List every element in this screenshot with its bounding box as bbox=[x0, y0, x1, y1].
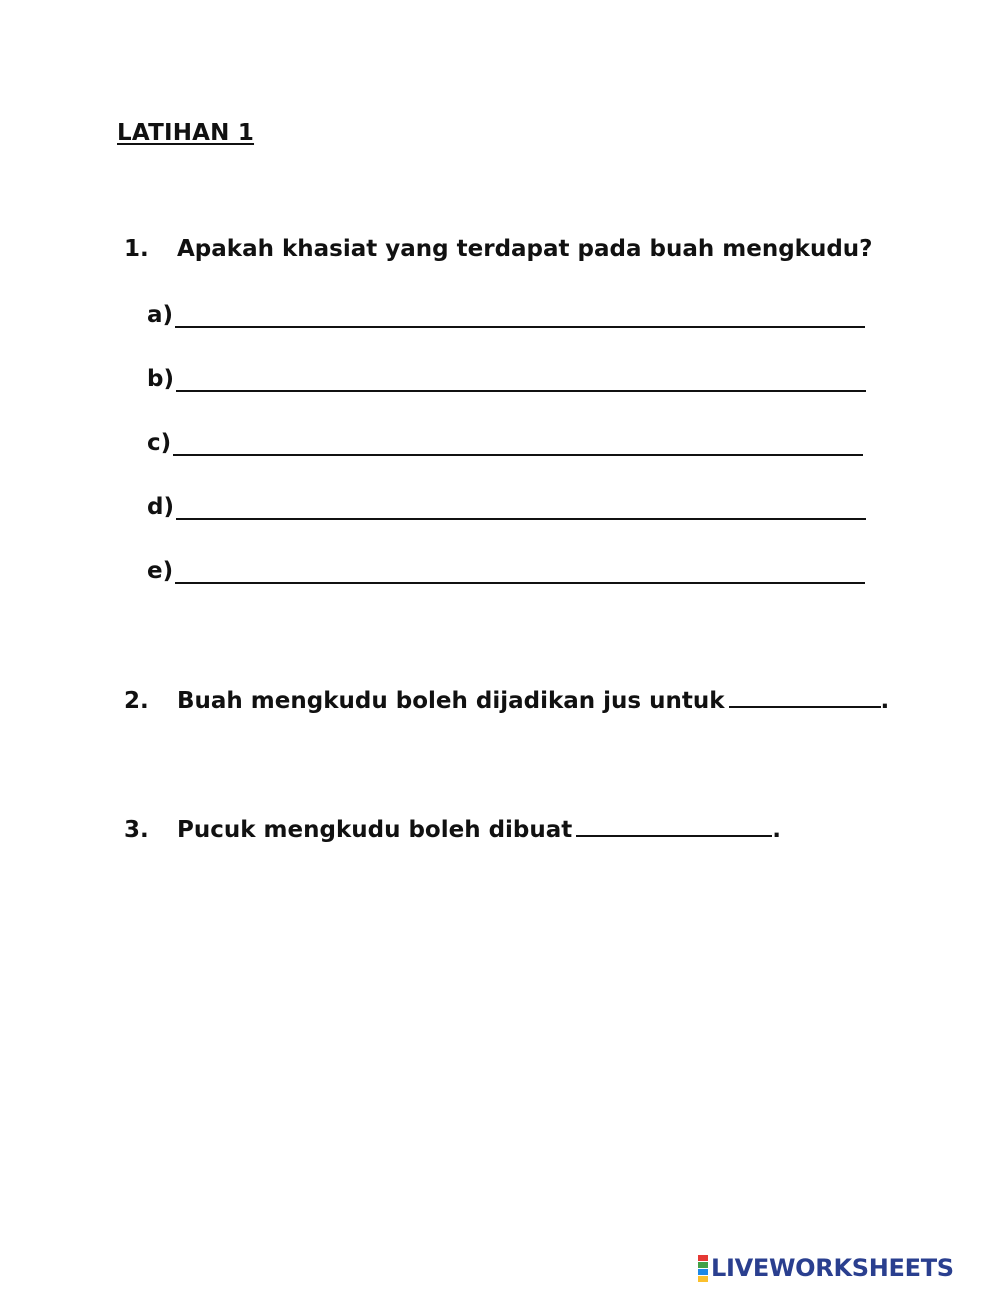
question-text: Apakah khasiat yang terdapat pada buah mengkudu? bbox=[177, 236, 873, 262]
logo-block-green bbox=[698, 1262, 708, 1268]
question-3 bbox=[124, 813, 781, 843]
question-1 bbox=[124, 236, 873, 262]
answer-blank-e[interactable] bbox=[175, 564, 865, 584]
answer-blank-d[interactable] bbox=[176, 500, 866, 520]
answer-row-d bbox=[147, 494, 866, 520]
logo-block-red bbox=[698, 1255, 708, 1261]
question-2 bbox=[124, 684, 889, 714]
question-number: 3. bbox=[124, 817, 149, 843]
question-suffix: . bbox=[880, 688, 890, 714]
question-suffix: . bbox=[772, 817, 782, 843]
answer-label: c) bbox=[147, 430, 172, 456]
answer-row-a bbox=[147, 302, 865, 328]
question-number: 2. bbox=[124, 688, 149, 714]
question-text: Pucuk mengkudu boleh dibuat bbox=[177, 817, 573, 843]
answer-row-c bbox=[147, 430, 863, 456]
answer-row-b bbox=[147, 366, 866, 392]
liveworksheets-logo-icon bbox=[698, 1255, 708, 1282]
question-text: Buah mengkudu boleh dijadikan jus untuk bbox=[177, 688, 725, 714]
answer-blank-a[interactable] bbox=[175, 308, 865, 328]
answer-row-e bbox=[147, 558, 865, 584]
logo-block-yellow bbox=[698, 1276, 708, 1282]
answer-blank-q2[interactable] bbox=[729, 684, 881, 708]
answer-blank-c[interactable] bbox=[173, 436, 863, 456]
answer-label: b) bbox=[147, 366, 174, 392]
answer-label: a) bbox=[147, 302, 174, 328]
logo-block-blue bbox=[698, 1269, 708, 1275]
answer-blank-q3[interactable] bbox=[576, 813, 772, 837]
worksheet-title: LATIHAN 1 bbox=[117, 120, 255, 146]
answer-label: e) bbox=[147, 558, 174, 584]
question-number: 1. bbox=[124, 236, 149, 262]
answer-label: d) bbox=[147, 494, 174, 520]
brand-name: LIVEWORKSHEETS bbox=[711, 1254, 954, 1282]
liveworksheets-brand[interactable] bbox=[698, 1254, 954, 1282]
answer-blank-b[interactable] bbox=[176, 372, 866, 392]
